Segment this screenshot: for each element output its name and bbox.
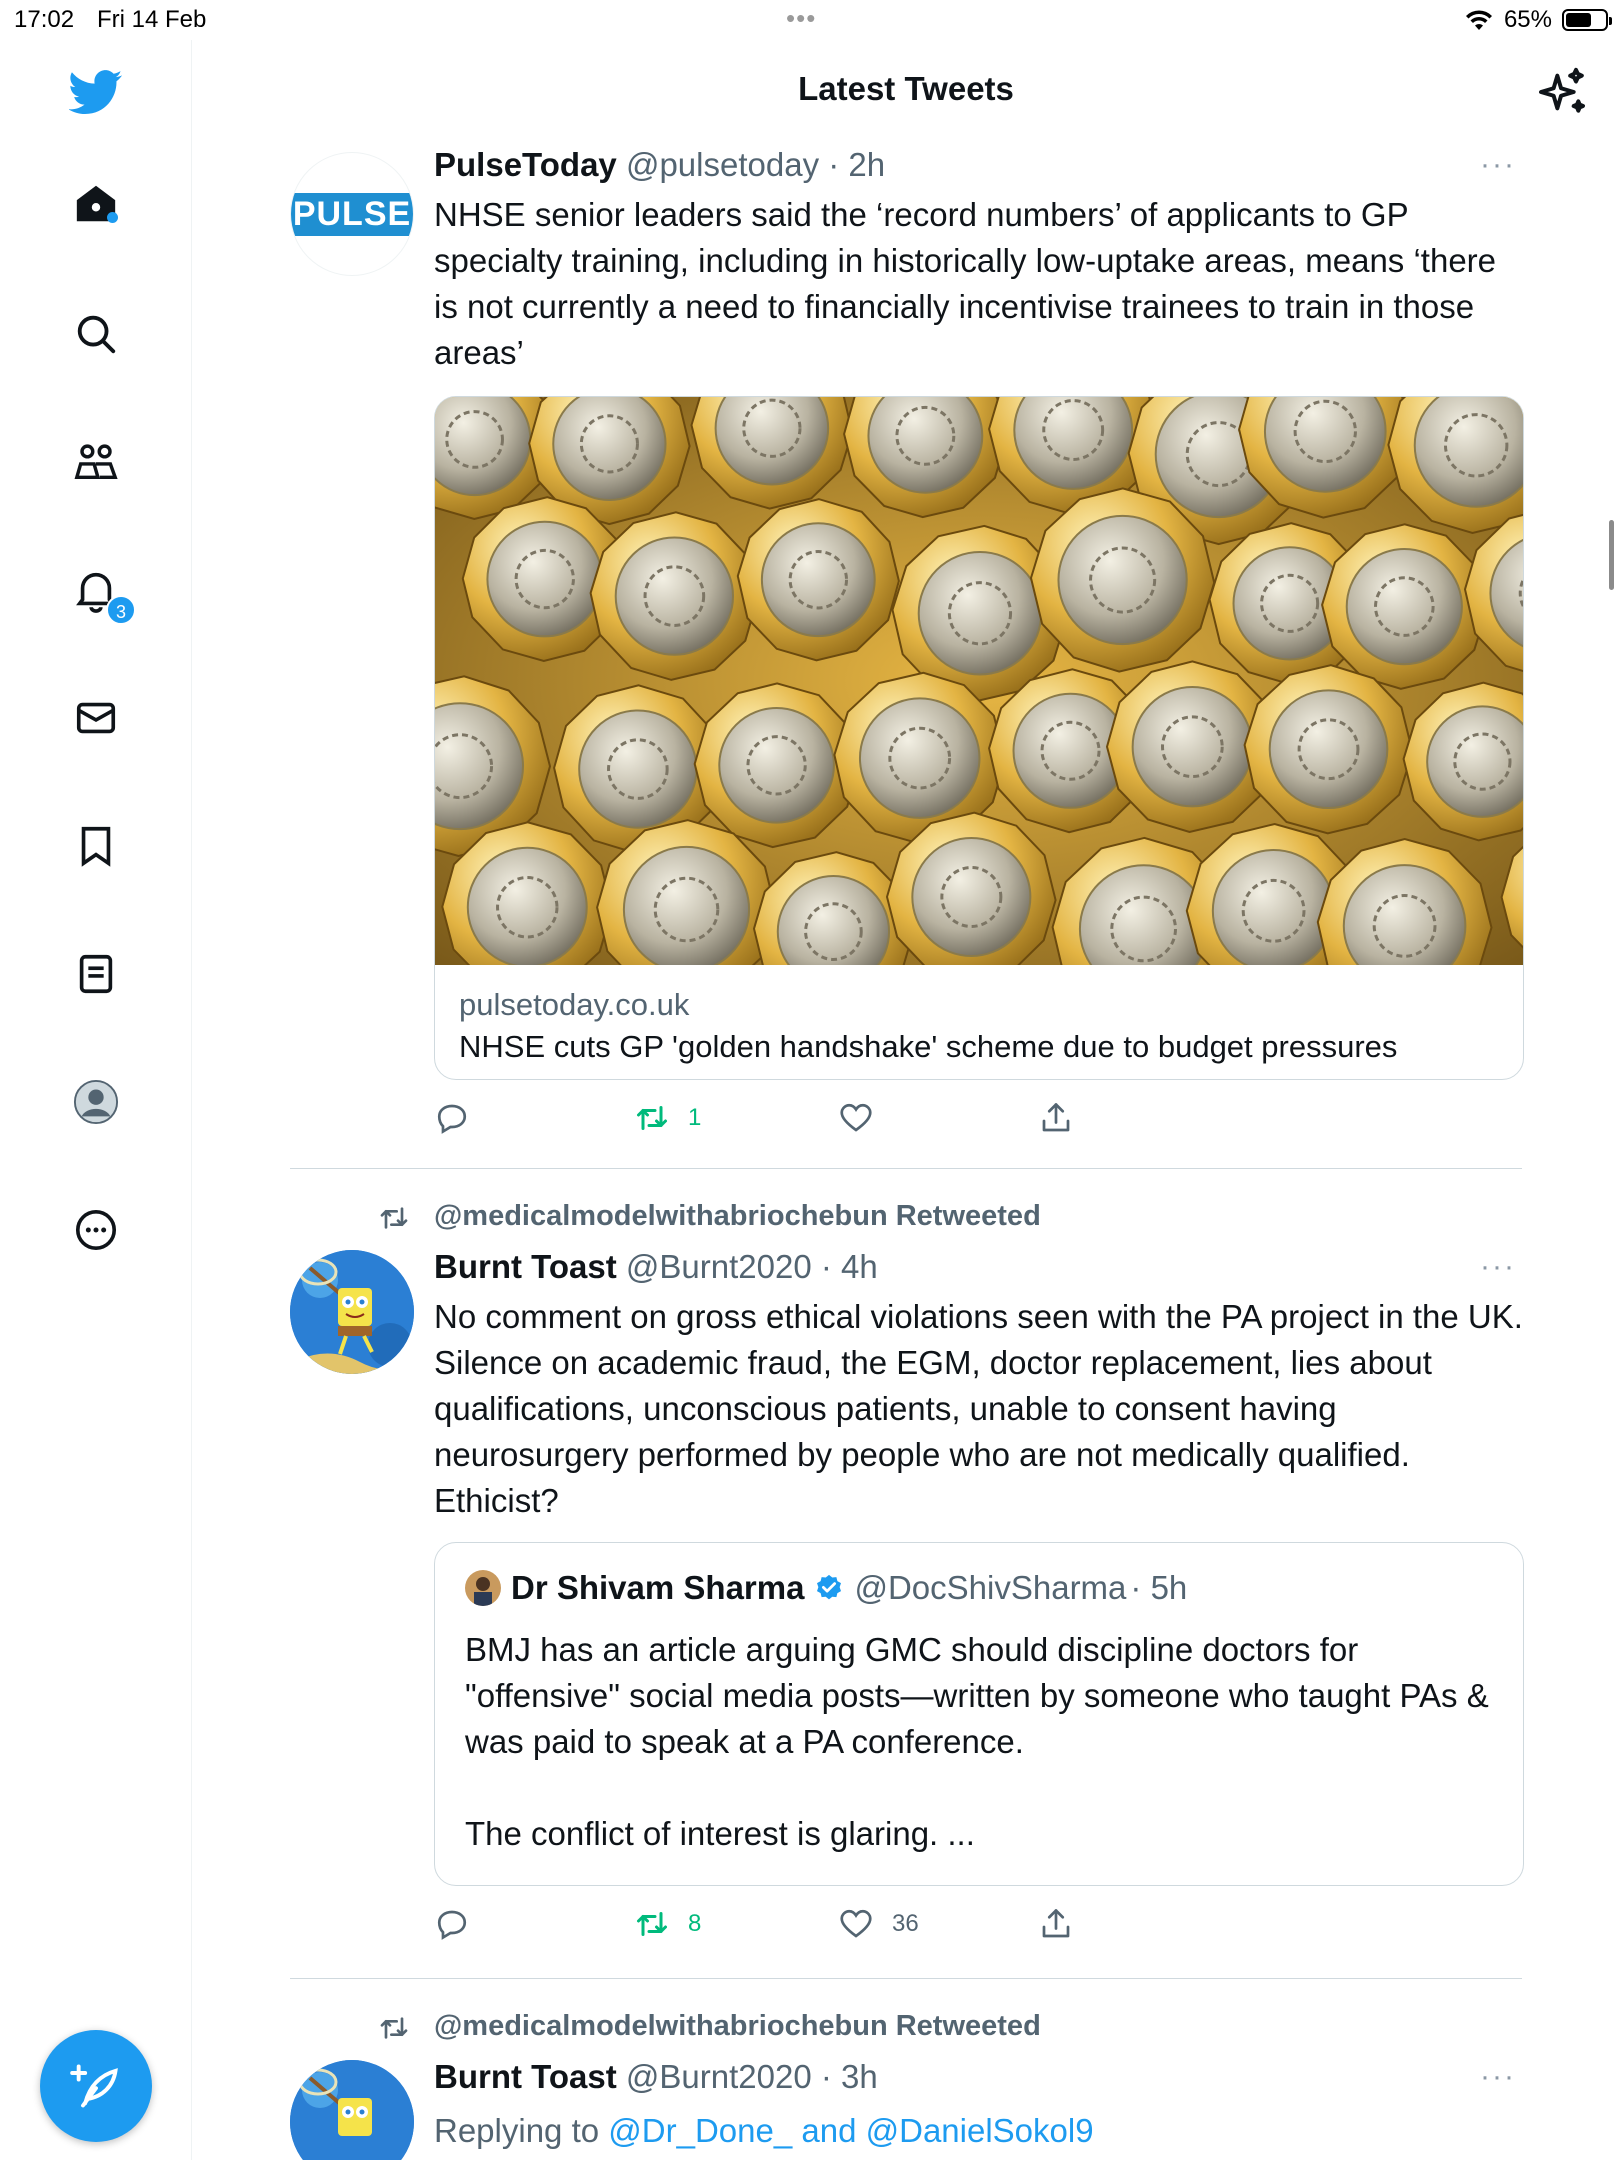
quote-avatar: [465, 1570, 501, 1606]
more-circle-icon: [73, 1207, 119, 1253]
reply-button[interactable]: [434, 1906, 470, 1942]
bookmark-icon: [73, 823, 119, 869]
sidebar-item-home[interactable]: [66, 174, 126, 234]
tweet-text: NHSE senior leaders said the ‘record numbers’ of applicants to GP specialty training, including in historically low-uptake areas, means ‘there is not currently a need to financially incentivise trainees to train in those areas’: [434, 196, 1497, 371]
quote-author-handle[interactable]: @DocShivSharma: [854, 1569, 1127, 1606]
home-new-dot: [107, 212, 118, 223]
status-time: 17:02: [14, 6, 75, 33]
tweet-time[interactable]: · 4h: [820, 1248, 878, 1285]
sidebar: [0, 40, 192, 2160]
sidebar-item-profile[interactable]: [66, 1072, 126, 1132]
tweet-text: No comment on gross ethical violations seen with the PA project in the UK. Silence on academic fraud, the EGM, doctor replacement, lies about qualifications, unconscious patients, unable to consent having neurosurgery performed by people who are not medically qualified. Ethicist?: [434, 1298, 1523, 1519]
quote-tweet[interactable]: [434, 1542, 1524, 1886]
tweet-author-line: [434, 1248, 878, 1286]
link-card[interactable]: [434, 396, 1524, 1080]
tweet-author-line: [434, 146, 885, 184]
more-options-icon[interactable]: ···: [1480, 148, 1516, 181]
share-icon: [1038, 1906, 1074, 1942]
avatar-icon: [73, 1079, 119, 1125]
tweet-author-line: [434, 2058, 878, 2096]
reply-button[interactable]: [434, 1100, 470, 1136]
like-count: 36: [892, 1910, 919, 1937]
more-options-icon[interactable]: ···: [1480, 1250, 1516, 1283]
card-image-coins: [435, 397, 1523, 965]
sidebar-item-lists[interactable]: [66, 944, 126, 1004]
twitter-logo-icon[interactable]: [66, 62, 126, 122]
heart-icon: [838, 1906, 874, 1942]
like-button[interactable]: [838, 1100, 874, 1136]
retweet-icon: [634, 1906, 670, 1942]
reply-user-link[interactable]: @DanielSokol9: [865, 2112, 1094, 2149]
status-date: Fri 14 Feb: [97, 6, 207, 33]
battery-percent: 65%: [1503, 6, 1552, 33]
compose-feather-icon: [70, 2060, 122, 2112]
battery-level: [1566, 13, 1591, 27]
quote-text-paragraph: The conflict of interest is glaring. ...: [465, 1815, 975, 1852]
retweet-icon: [634, 1100, 670, 1136]
reply-user-link[interactable]: @Dr_Done_: [608, 2112, 793, 2149]
quote-text-paragraph: BMJ has an article arguing GMC should discipline doctors for "offensive" social media posts—written by someone who taught PAs & was paid to speak at a PA conference.: [465, 1631, 1489, 1760]
notifications-badge: 3: [106, 595, 136, 625]
search-icon: [73, 311, 119, 357]
tweet-actions: [434, 1100, 1094, 1144]
card-title: NHSE cuts GP 'golden handshake' scheme due to budget pressures: [459, 1029, 1398, 1064]
author-name[interactable]: Burnt Toast: [434, 2058, 617, 2095]
sidebar-item-communities[interactable]: [66, 432, 126, 492]
timeline-header: [192, 40, 1620, 140]
retweeted-icon: [374, 2012, 414, 2044]
sidebar-item-bookmarks[interactable]: [66, 816, 126, 876]
retweet-button[interactable]: [634, 1906, 701, 1942]
scrollbar[interactable]: [1609, 520, 1614, 590]
wifi-icon: [1464, 8, 1494, 32]
tweet[interactable]: [290, 1198, 1522, 1968]
tweet-divider: [290, 1168, 1522, 1169]
more-options-icon[interactable]: ···: [1480, 2060, 1516, 2093]
reply-icon: [434, 1100, 470, 1136]
retweet-button[interactable]: [634, 1100, 701, 1136]
author-handle[interactable]: @pulsetoday: [625, 146, 820, 183]
retweeted-by[interactable]: @medicalmodelwithabriochebun Retweeted: [434, 1200, 1041, 1232]
pulse-logo: PULSE: [290, 193, 414, 236]
sidebar-item-more[interactable]: [66, 1200, 126, 1260]
quote-text: [465, 1627, 1495, 1857]
communities-icon: [73, 439, 119, 485]
tweet-avatar[interactable]: [290, 152, 414, 276]
page-title: Latest Tweets: [798, 70, 1014, 107]
tweet[interactable]: [290, 2008, 1522, 2160]
compose-tweet-button[interactable]: [40, 2030, 152, 2142]
quote-time[interactable]: · 5h: [1130, 1569, 1188, 1606]
author-name[interactable]: PulseToday: [434, 146, 617, 183]
retweeted-icon: [374, 1202, 414, 1234]
author-name[interactable]: Burnt Toast: [434, 1248, 617, 1285]
status-bar: [0, 0, 1620, 40]
tweet[interactable]: [290, 146, 1522, 1166]
sidebar-item-messages[interactable]: [66, 688, 126, 748]
retweet-count: 1: [688, 1104, 702, 1131]
tweet-actions: [434, 1906, 1094, 1950]
spongebob-avatar-icon: [290, 2060, 414, 2160]
share-button[interactable]: [1038, 1100, 1074, 1136]
like-button[interactable]: [838, 1906, 919, 1942]
retweeted-by[interactable]: @medicalmodelwithabriochebun Retweeted: [434, 2010, 1041, 2042]
reply-and-text: and: [801, 2112, 857, 2149]
tweet-avatar[interactable]: [290, 1250, 414, 1374]
reply-icon: [434, 1906, 470, 1942]
mail-icon: [73, 695, 119, 741]
retweet-count: 8: [688, 1910, 702, 1937]
tweet-divider: [290, 1978, 1522, 1979]
quote-author-line: [465, 1569, 1187, 1607]
coins-illustration: [435, 397, 1524, 965]
share-button[interactable]: [1038, 1906, 1074, 1942]
verified-badge-icon: [814, 1573, 844, 1603]
sidebar-item-search[interactable]: [66, 304, 126, 364]
author-handle[interactable]: @Burnt2020: [625, 2058, 812, 2095]
card-domain: pulsetoday.co.uk: [459, 987, 690, 1022]
heart-icon: [838, 1100, 874, 1136]
sparkle-icon[interactable]: [1534, 64, 1590, 120]
list-icon: [73, 951, 119, 997]
tweet-avatar[interactable]: [290, 2060, 414, 2160]
tweet-time[interactable]: · 2h: [828, 146, 886, 183]
multitasking-dots-icon[interactable]: •••: [786, 3, 817, 33]
battery-icon: [1562, 9, 1608, 31]
tweet-time[interactable]: · 3h: [820, 2058, 878, 2095]
reply-context: [434, 2108, 1522, 2154]
replying-to-label: Replying to: [434, 2112, 600, 2149]
share-icon: [1038, 1100, 1074, 1136]
spongebob-avatar-icon: [290, 1250, 414, 1374]
quote-author-name[interactable]: Dr Shivam Sharma: [511, 1569, 805, 1606]
author-handle[interactable]: @Burnt2020: [625, 1248, 812, 1285]
